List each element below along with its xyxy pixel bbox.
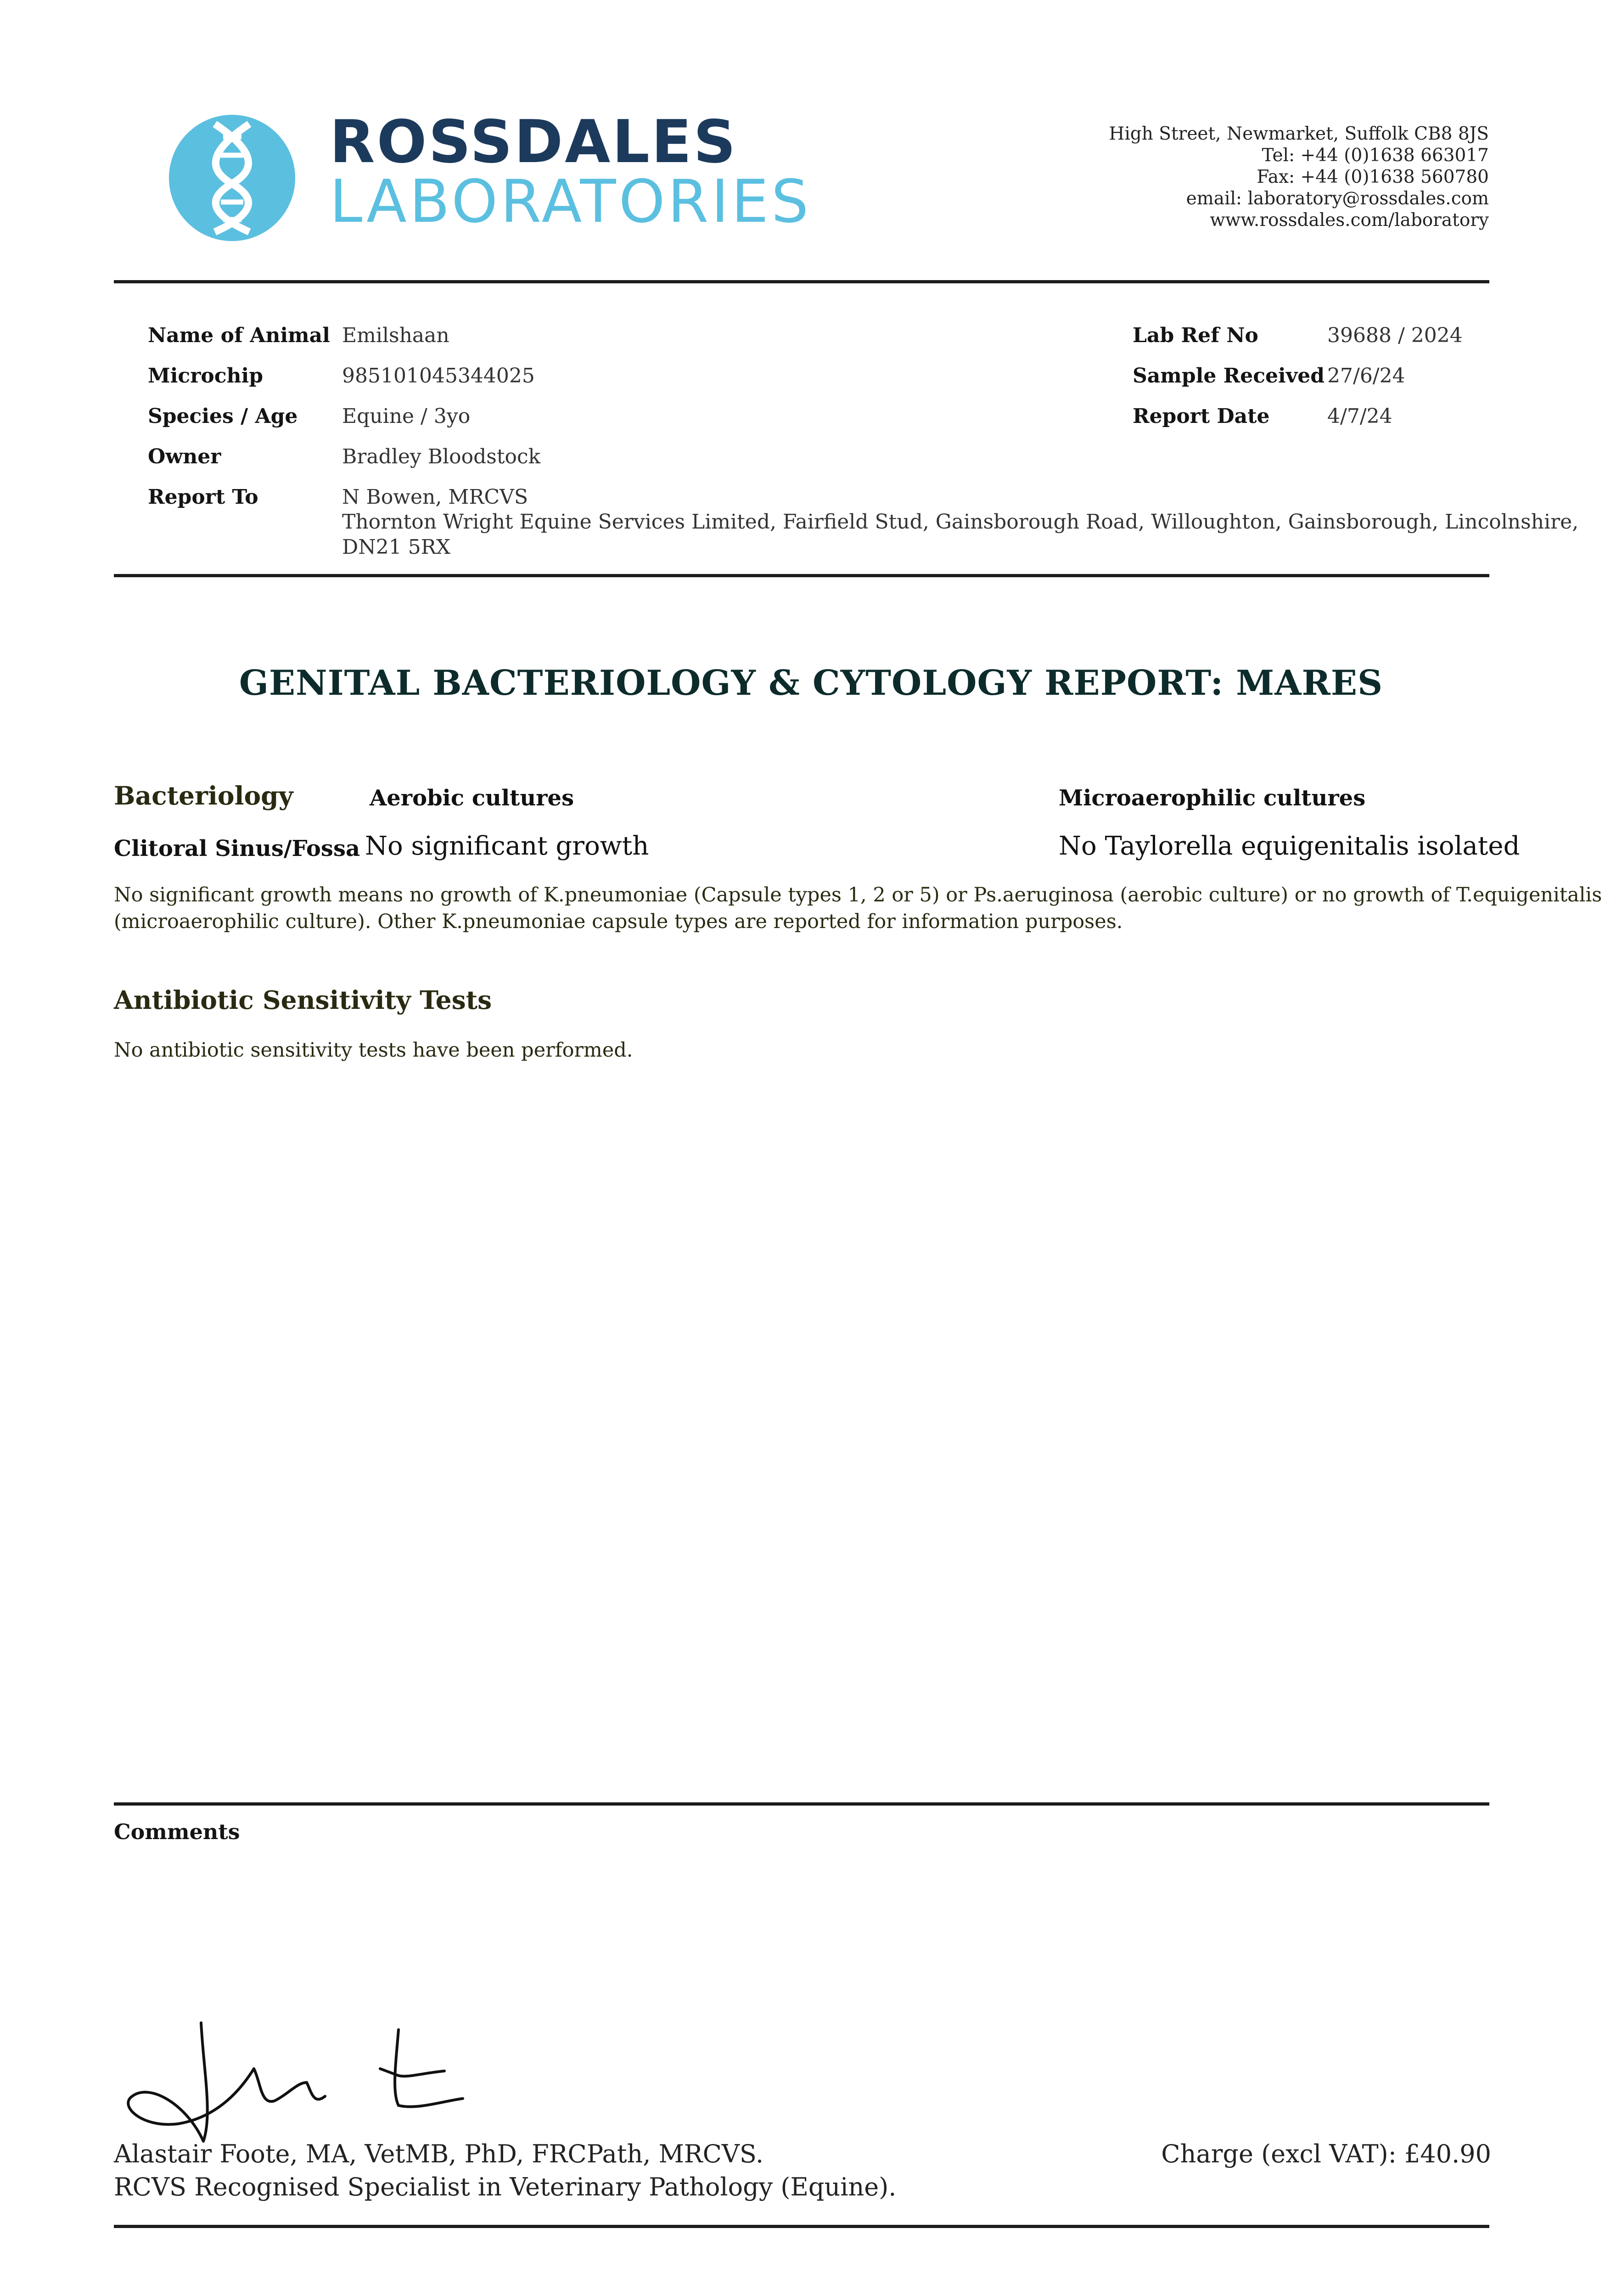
dna-helix-icon xyxy=(169,115,295,241)
species-value: Equine / 3yo xyxy=(342,405,471,428)
header-divider xyxy=(114,280,1489,283)
microchip-value: 985101045344025 xyxy=(342,364,535,388)
report-date-value: 4/7/24 xyxy=(1327,405,1392,428)
aerobic-result: No significant growth xyxy=(365,831,649,861)
report-date-label: Report Date xyxy=(1133,405,1270,428)
species-label: Species / Age xyxy=(148,405,298,428)
footer-divider xyxy=(114,2225,1489,2228)
lab-ref-label: Lab Ref No xyxy=(1133,324,1258,347)
microaerophilic-result: No Taylorella equigenitalis isolated xyxy=(1059,831,1520,861)
bacteriology-heading: Bacteriology xyxy=(114,781,293,810)
signatory-title: RCVS Recognised Specialist in Veterinary Pathology (Equine). xyxy=(114,2172,897,2201)
lab-logo xyxy=(169,115,295,241)
lab-name-line2: LABORATORIES xyxy=(330,168,812,236)
signatory-name: Alastair Foote, MA, VetMB, PhD, FRCPath, MRCVS. xyxy=(114,2139,764,2168)
sample-site: Clitoral Sinus/Fossa xyxy=(114,836,360,861)
sample-received-value: 27/6/24 xyxy=(1327,364,1405,388)
charge: Charge (excl VAT): £40.90 xyxy=(1161,2139,1491,2168)
owner-value: Bradley Bloodstock xyxy=(342,445,541,468)
microaerophilic-heading: Microaerophilic cultures xyxy=(1059,785,1366,811)
details-divider xyxy=(114,574,1489,577)
report-to-address-line1: Thornton Wright Equine Services Limited, Fairfield Stud, Gainsborough Road, Willoughton, Gainsborough, Lincolnshire, xyxy=(342,510,1579,534)
owner-label: Owner xyxy=(148,445,221,468)
microchip-label: Microchip xyxy=(148,364,264,388)
lab-tel: Tel: +44 (0)1638 663017 xyxy=(1262,145,1489,166)
aerobic-heading: Aerobic cultures xyxy=(370,785,574,811)
signature xyxy=(123,2014,472,2147)
lab-email: email: laboratory@rossdales.com xyxy=(1186,188,1489,209)
lab-ref-value: 39688 / 2024 xyxy=(1327,324,1463,347)
antibiotic-heading: Antibiotic Sensitivity Tests xyxy=(114,985,492,1015)
name-label: Name of Animal xyxy=(148,324,330,347)
sample-received-label: Sample Received xyxy=(1133,364,1325,388)
lab-name-line1: ROSSDALES xyxy=(330,108,738,176)
report-to-name: N Bowen, MRCVS xyxy=(342,485,528,509)
signatory-block xyxy=(114,2138,896,2204)
bacteriology-note-line2: (microaerophilic culture). Other K.pneumoniae capsule types are reported for information purposes. xyxy=(114,910,1123,933)
report-to-address-line2: DN21 5RX xyxy=(342,535,451,559)
animal-name: Emilshaan xyxy=(342,324,449,347)
report-to-label: Report To xyxy=(148,485,258,509)
comments-divider xyxy=(114,1802,1489,1806)
bacteriology-note-line1: No significant growth means no growth of K.pneumoniae (Capsule types 1, 2 or 5) or Ps.aeruginosa (aerobic culture) or no growth of T.equigenitalis xyxy=(114,884,1602,906)
lab-website: www.rossdales.com/laboratory xyxy=(1210,210,1489,231)
report-title: GENITAL BACTERIOLOGY & CYTOLOGY REPORT: MARES xyxy=(239,663,1383,703)
lab-fax: Fax: +44 (0)1638 560780 xyxy=(1257,167,1489,187)
comments-heading: Comments xyxy=(114,1819,240,1844)
antibiotic-text: No antibiotic sensitivity tests have been performed. xyxy=(114,1039,633,1062)
lab-address: High Street, Newmarket, Suffolk CB8 8JS xyxy=(1109,124,1489,144)
lab-contact xyxy=(1109,123,1489,231)
